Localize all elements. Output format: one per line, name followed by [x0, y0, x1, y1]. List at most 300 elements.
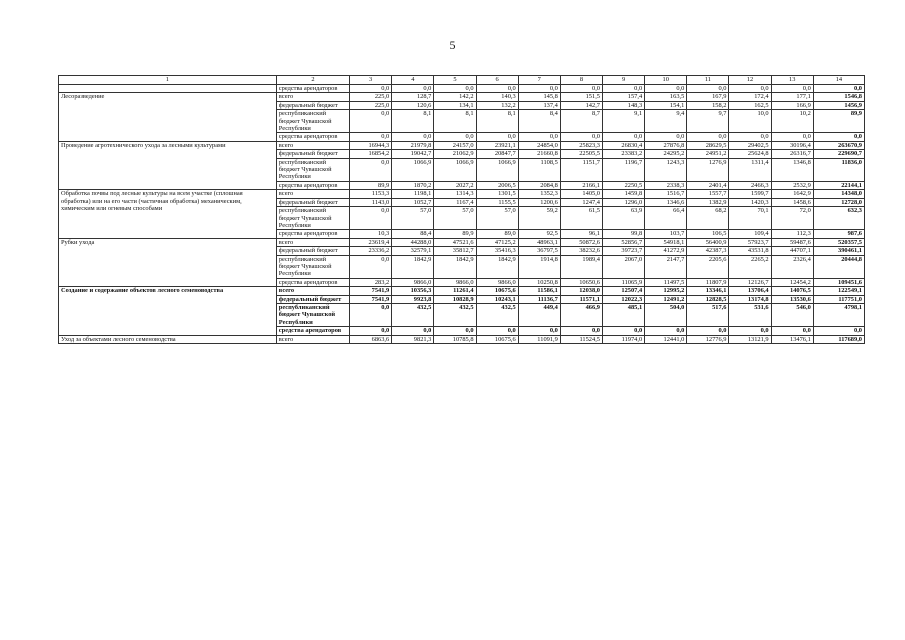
funding-source-cell: всего	[276, 93, 349, 101]
funding-source-cell: республиканский бюджет Чувашской Республики	[276, 255, 349, 278]
value-cell: 13706,4	[729, 287, 771, 295]
value-cell: 2401,4	[687, 181, 729, 189]
value-cell: 0,0	[687, 327, 729, 335]
value-cell: 0,0	[476, 327, 518, 335]
value-cell: 10675,6	[476, 335, 518, 343]
funding-source-cell: всего	[276, 287, 349, 295]
value-cell: 0,0	[434, 85, 476, 93]
table-row	[59, 287, 865, 295]
total-cell: 109451,6	[813, 278, 864, 286]
value-cell: 163,5	[645, 93, 687, 101]
funding-source-cell: республиканский бюджет Чувашской Республики	[276, 303, 349, 326]
value-cell: 10,2	[771, 110, 813, 133]
value-cell: 0,0	[645, 133, 687, 141]
budget-table	[58, 75, 865, 344]
value-cell: 1108,5	[518, 158, 560, 181]
value-cell: 9821,3	[392, 335, 434, 343]
value-cell: 66,4	[645, 207, 687, 230]
value-cell: 0,0	[645, 327, 687, 335]
value-cell: 0,0	[350, 85, 392, 93]
value-cell: 2067,0	[603, 255, 645, 278]
value-cell: 99,8	[603, 230, 645, 238]
value-cell: 148,3	[603, 101, 645, 109]
value-cell: 26316,7	[771, 150, 813, 158]
value-cell: 89,9	[350, 181, 392, 189]
funding-source-cell: средства арендаторов	[276, 327, 349, 335]
value-cell: 19042,7	[392, 150, 434, 158]
value-cell: 32579,1	[392, 247, 434, 255]
value-cell: 11571,1	[560, 295, 602, 303]
value-cell: 16854,2	[350, 150, 392, 158]
value-cell: 1516,7	[645, 190, 687, 198]
value-cell: 134,1	[434, 101, 476, 109]
value-cell: 59,2	[518, 207, 560, 230]
value-cell: 10828,9	[434, 295, 476, 303]
value-cell: 2466,3	[729, 181, 771, 189]
activity-cell: Создание и содержание объектов лесного семеноводства	[59, 287, 277, 335]
value-cell: 120,6	[392, 101, 434, 109]
value-cell: 57,0	[476, 207, 518, 230]
value-cell: 35416,3	[476, 247, 518, 255]
value-cell: 8,1	[476, 110, 518, 133]
activity-cell: Рубки ухода	[59, 238, 277, 286]
value-cell: 225,0	[350, 93, 392, 101]
value-cell: 9866,0	[434, 278, 476, 286]
value-cell: 8,1	[434, 110, 476, 133]
value-cell: 7541,9	[350, 295, 392, 303]
value-cell: 59487,6	[771, 238, 813, 246]
value-cell: 39723,7	[603, 247, 645, 255]
value-cell: 1842,9	[392, 255, 434, 278]
value-cell: 16944,3	[350, 141, 392, 149]
value-cell: 38232,6	[560, 247, 602, 255]
value-cell: 2250,5	[603, 181, 645, 189]
value-cell: 1301,5	[476, 190, 518, 198]
value-cell: 1198,1	[392, 190, 434, 198]
value-cell: 2532,9	[771, 181, 813, 189]
value-cell: 9,4	[645, 110, 687, 133]
value-cell: 25823,3	[560, 141, 602, 149]
value-cell: 154,1	[645, 101, 687, 109]
value-cell: 1200,6	[518, 198, 560, 206]
funding-source-cell: федеральный бюджет	[276, 247, 349, 255]
value-cell: 0,0	[392, 327, 434, 335]
value-cell: 9,1	[603, 110, 645, 133]
value-cell: 13121,9	[729, 335, 771, 343]
value-cell: 0,0	[560, 85, 602, 93]
header-cell: 12	[729, 76, 771, 85]
header-row	[59, 76, 865, 85]
value-cell: 8,7	[560, 110, 602, 133]
value-cell: 1247,4	[560, 198, 602, 206]
value-cell: 128,7	[392, 93, 434, 101]
header-cell: 2	[276, 76, 349, 85]
value-cell: 24951,2	[687, 150, 729, 158]
value-cell: 41272,9	[645, 247, 687, 255]
value-cell: 1296,0	[603, 198, 645, 206]
value-cell: 10243,1	[476, 295, 518, 303]
value-cell: 12995,2	[645, 287, 687, 295]
value-cell: 12491,2	[645, 295, 687, 303]
value-cell: 89,0	[476, 230, 518, 238]
value-cell: 2205,6	[687, 255, 729, 278]
total-cell: 14348,0	[813, 190, 864, 198]
value-cell: 2027,2	[434, 181, 476, 189]
total-cell: 0,0	[813, 327, 864, 335]
total-cell: 390461,1	[813, 247, 864, 255]
value-cell: 24295,2	[645, 150, 687, 158]
funding-source-cell: средства арендаторов	[276, 85, 349, 93]
value-cell: 50872,6	[560, 238, 602, 246]
total-cell: 89,9	[813, 110, 864, 133]
value-cell: 44288,0	[392, 238, 434, 246]
value-cell: 57923,7	[729, 238, 771, 246]
value-cell: 1420,3	[729, 198, 771, 206]
value-cell: 0,0	[350, 255, 392, 278]
value-cell: 48963,1	[518, 238, 560, 246]
table-row	[59, 335, 865, 343]
funding-source-cell: федеральный бюджет	[276, 295, 349, 303]
value-cell: 13346,1	[687, 287, 729, 295]
value-cell: 0,0	[687, 85, 729, 93]
value-cell: 12441,0	[645, 335, 687, 343]
total-cell: 263670,9	[813, 141, 864, 149]
total-cell: 1456,9	[813, 101, 864, 109]
funding-source-cell: средства арендаторов	[276, 133, 349, 141]
value-cell: 29402,5	[729, 141, 771, 149]
value-cell: 1458,6	[771, 198, 813, 206]
value-cell: 70,1	[729, 207, 771, 230]
value-cell: 13174,8	[729, 295, 771, 303]
value-cell: 2338,3	[645, 181, 687, 189]
total-cell: 11836,0	[813, 158, 864, 181]
value-cell: 1870,2	[392, 181, 434, 189]
value-cell: 9923,8	[392, 295, 434, 303]
value-cell: 21660,8	[518, 150, 560, 158]
value-cell: 8,1	[392, 110, 434, 133]
value-cell: 1314,3	[434, 190, 476, 198]
value-cell: 1352,3	[518, 190, 560, 198]
funding-source-cell: средства арендаторов	[276, 278, 349, 286]
value-cell: 54918,1	[645, 238, 687, 246]
funding-source-cell: всего	[276, 141, 349, 149]
value-cell: 2084,8	[518, 181, 560, 189]
value-cell: 1346,8	[771, 158, 813, 181]
value-cell: 43531,8	[729, 247, 771, 255]
value-cell: 1346,6	[645, 198, 687, 206]
value-cell: 1276,9	[687, 158, 729, 181]
value-cell: 0,0	[350, 133, 392, 141]
funding-source-cell: средства арендаторов	[276, 181, 349, 189]
value-cell: 23383,2	[603, 150, 645, 158]
page-number: 5	[449, 38, 456, 52]
total-cell: 1546,8	[813, 93, 864, 101]
value-cell: 57,0	[434, 207, 476, 230]
total-cell: 632,3	[813, 207, 864, 230]
value-cell: 13476,1	[771, 335, 813, 343]
header-cell: 11	[687, 76, 729, 85]
value-cell: 1842,9	[476, 255, 518, 278]
value-cell: 1143,0	[350, 198, 392, 206]
funding-source-cell: средства арендаторов	[276, 230, 349, 238]
value-cell: 2166,1	[560, 181, 602, 189]
value-cell: 225,0	[350, 101, 392, 109]
value-cell: 44707,1	[771, 247, 813, 255]
total-cell: 0,0	[813, 133, 864, 141]
value-cell: 1842,9	[434, 255, 476, 278]
value-cell: 166,9	[771, 101, 813, 109]
activity-cell: Уход за объектами лесного семеноводства	[59, 335, 277, 343]
value-cell: 52856,7	[603, 238, 645, 246]
value-cell: 10,0	[729, 110, 771, 133]
value-cell: 0,0	[560, 327, 602, 335]
value-cell: 11091,9	[518, 335, 560, 343]
value-cell: 0,0	[603, 133, 645, 141]
value-cell: 10,3	[350, 230, 392, 238]
value-cell: 24854,0	[518, 141, 560, 149]
total-cell: 117751,0	[813, 295, 864, 303]
funding-source-cell: республиканский бюджет Чувашской Республики	[276, 158, 349, 181]
value-cell: 142,2	[434, 93, 476, 101]
value-cell: 1599,7	[729, 190, 771, 198]
value-cell: 10250,8	[518, 278, 560, 286]
value-cell: 0,0	[687, 133, 729, 141]
value-cell: 11497,5	[645, 278, 687, 286]
value-cell: 0,0	[518, 327, 560, 335]
value-cell: 10785,8	[434, 335, 476, 343]
value-cell: 11974,0	[603, 335, 645, 343]
value-cell: 466,9	[560, 303, 602, 326]
value-cell: 11136,7	[518, 295, 560, 303]
value-cell: 21062,9	[434, 150, 476, 158]
table-row	[59, 85, 865, 93]
value-cell: 12507,4	[603, 287, 645, 295]
value-cell: 8,4	[518, 110, 560, 133]
value-cell: 1459,8	[603, 190, 645, 198]
header-cell: 7	[518, 76, 560, 85]
value-cell: 2265,2	[729, 255, 771, 278]
table-row	[59, 93, 865, 101]
header-cell: 9	[603, 76, 645, 85]
value-cell: 1052,7	[392, 198, 434, 206]
value-cell: 1311,4	[729, 158, 771, 181]
value-cell: 546,0	[771, 303, 813, 326]
header-cell: 3	[350, 76, 392, 85]
value-cell: 0,0	[729, 85, 771, 93]
header-cell: 14	[813, 76, 864, 85]
value-cell: 1557,7	[687, 190, 729, 198]
table-body	[59, 76, 865, 344]
funding-source-cell: всего	[276, 190, 349, 198]
value-cell: 177,1	[771, 93, 813, 101]
value-cell: 0,0	[645, 85, 687, 93]
value-cell: 2147,7	[645, 255, 687, 278]
value-cell: 26830,4	[603, 141, 645, 149]
value-cell: 112,3	[771, 230, 813, 238]
value-cell: 47125,2	[476, 238, 518, 246]
value-cell: 0,0	[518, 133, 560, 141]
value-cell: 11065,9	[603, 278, 645, 286]
value-cell: 0,0	[603, 327, 645, 335]
funding-source-cell: республиканский бюджет Чувашской Республики	[276, 110, 349, 133]
value-cell: 0,0	[350, 158, 392, 181]
value-cell: 0,0	[350, 303, 392, 326]
value-cell: 517,6	[687, 303, 729, 326]
total-cell: 0,0	[813, 85, 864, 93]
value-cell: 0,0	[771, 133, 813, 141]
value-cell: 132,2	[476, 101, 518, 109]
funding-source-cell: республиканский бюджет Чувашской Республики	[276, 207, 349, 230]
activity-cell	[59, 85, 277, 93]
value-cell: 0,0	[771, 327, 813, 335]
value-cell: 0,0	[392, 85, 434, 93]
header-cell: 1	[59, 76, 277, 85]
value-cell: 1066,9	[434, 158, 476, 181]
value-cell: 35812,7	[434, 247, 476, 255]
value-cell: 0,0	[434, 327, 476, 335]
value-cell: 12022,3	[603, 295, 645, 303]
value-cell: 106,5	[687, 230, 729, 238]
value-cell: 11524,5	[560, 335, 602, 343]
header-cell: 10	[645, 76, 687, 85]
value-cell: 11586,1	[518, 287, 560, 295]
value-cell: 158,2	[687, 101, 729, 109]
value-cell: 0,0	[518, 85, 560, 93]
value-cell: 1066,9	[392, 158, 434, 181]
value-cell: 0,0	[729, 133, 771, 141]
total-cell: 22144,1	[813, 181, 864, 189]
total-cell: 4798,1	[813, 303, 864, 326]
value-cell: 172,4	[729, 93, 771, 101]
value-cell: 109,4	[729, 230, 771, 238]
value-cell: 2006,5	[476, 181, 518, 189]
value-cell: 0,0	[392, 133, 434, 141]
value-cell: 63,9	[603, 207, 645, 230]
value-cell: 24157,0	[434, 141, 476, 149]
value-cell: 30196,4	[771, 141, 813, 149]
value-cell: 7541,9	[350, 287, 392, 295]
total-cell: 122549,1	[813, 287, 864, 295]
header-cell: 6	[476, 76, 518, 85]
value-cell: 432,5	[392, 303, 434, 326]
value-cell: 88,4	[392, 230, 434, 238]
value-cell: 6863,6	[350, 335, 392, 343]
activity-cell: Обработка почвы под лесные культуры на всем участке (сплошная обработка) или на его части (частичная обработка) механическим, химическим или огневым способами	[59, 190, 277, 238]
value-cell: 12126,7	[729, 278, 771, 286]
value-cell: 283,2	[350, 278, 392, 286]
value-cell: 9,7	[687, 110, 729, 133]
value-cell: 0,0	[560, 133, 602, 141]
funding-source-cell: всего	[276, 238, 349, 246]
value-cell: 23921,1	[476, 141, 518, 149]
value-cell: 92,5	[518, 230, 560, 238]
header-cell: 4	[392, 76, 434, 85]
funding-source-cell: федеральный бюджет	[276, 101, 349, 109]
value-cell: 25624,8	[729, 150, 771, 158]
table-row	[59, 141, 865, 149]
value-cell: 61,5	[560, 207, 602, 230]
value-cell: 432,5	[434, 303, 476, 326]
value-cell: 12828,5	[687, 295, 729, 303]
activity-cell: Проведение агротехнического ухода за лесными культурами	[59, 141, 277, 189]
value-cell: 157,4	[603, 93, 645, 101]
activity-cell: Лесоразведение	[59, 93, 277, 141]
value-cell: 12038,0	[560, 287, 602, 295]
value-cell: 23619,4	[350, 238, 392, 246]
funding-source-cell: федеральный бюджет	[276, 150, 349, 158]
value-cell: 57,0	[392, 207, 434, 230]
value-cell: 10675,6	[476, 287, 518, 295]
value-cell: 449,4	[518, 303, 560, 326]
value-cell: 1196,7	[603, 158, 645, 181]
value-cell: 1151,7	[560, 158, 602, 181]
value-cell: 1405,0	[560, 190, 602, 198]
value-cell: 22505,5	[560, 150, 602, 158]
value-cell: 137,4	[518, 101, 560, 109]
value-cell: 89,9	[434, 230, 476, 238]
value-cell: 96,1	[560, 230, 602, 238]
value-cell: 1167,4	[434, 198, 476, 206]
value-cell: 531,6	[729, 303, 771, 326]
total-cell: 12728,0	[813, 198, 864, 206]
table-row	[59, 190, 865, 198]
value-cell: 0,0	[729, 327, 771, 335]
value-cell: 432,5	[476, 303, 518, 326]
value-cell: 68,2	[687, 207, 729, 230]
value-cell: 20847,7	[476, 150, 518, 158]
funding-source-cell: всего	[276, 335, 349, 343]
value-cell: 0,0	[603, 85, 645, 93]
value-cell: 9866,0	[392, 278, 434, 286]
header-cell: 5	[434, 76, 476, 85]
value-cell: 1642,9	[771, 190, 813, 198]
table-row	[59, 238, 865, 246]
value-cell: 167,9	[687, 93, 729, 101]
value-cell: 11807,9	[687, 278, 729, 286]
total-cell: 117689,0	[813, 335, 864, 343]
value-cell: 1382,9	[687, 198, 729, 206]
value-cell: 1066,9	[476, 158, 518, 181]
value-cell: 142,7	[560, 101, 602, 109]
total-cell: 520357,5	[813, 238, 864, 246]
value-cell: 0,0	[771, 85, 813, 93]
total-cell: 987,6	[813, 230, 864, 238]
value-cell: 504,0	[645, 303, 687, 326]
value-cell: 72,0	[771, 207, 813, 230]
value-cell: 0,0	[476, 85, 518, 93]
value-cell: 0,0	[350, 110, 392, 133]
value-cell: 56400,9	[687, 238, 729, 246]
total-cell: 229690,7	[813, 150, 864, 158]
funding-source-cell: федеральный бюджет	[276, 198, 349, 206]
value-cell: 151,5	[560, 93, 602, 101]
value-cell: 1153,3	[350, 190, 392, 198]
header-cell: 13	[771, 76, 813, 85]
value-cell: 140,3	[476, 93, 518, 101]
value-cell: 23336,2	[350, 247, 392, 255]
value-cell: 1155,5	[476, 198, 518, 206]
value-cell: 1914,8	[518, 255, 560, 278]
value-cell: 145,8	[518, 93, 560, 101]
value-cell: 485,1	[603, 303, 645, 326]
value-cell: 11261,4	[434, 287, 476, 295]
value-cell: 103,7	[645, 230, 687, 238]
value-cell: 10650,6	[560, 278, 602, 286]
value-cell: 47521,6	[434, 238, 476, 246]
value-cell: 10356,3	[392, 287, 434, 295]
value-cell: 0,0	[350, 207, 392, 230]
value-cell: 13530,6	[771, 295, 813, 303]
